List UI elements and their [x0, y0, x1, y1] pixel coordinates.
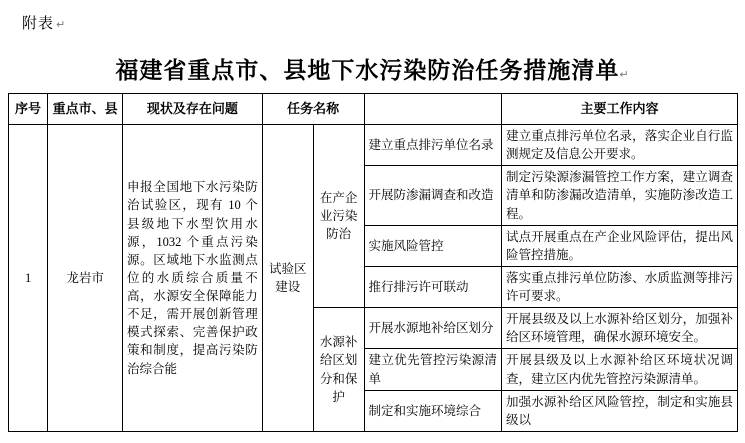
cell-task-item: 开展水源地补给区划分 [364, 308, 502, 349]
table-row [9, 125, 738, 166]
column-header-problem: 现状及存在问题 [123, 94, 263, 125]
cell-subtask-name: 水源补给区划分和保护 [313, 308, 364, 432]
attachment-label-text: 附表 [22, 15, 55, 32]
cell-main-content: 建立重点排污单位名录，落实企业自行监测规定及信息公开要求。 [502, 125, 738, 166]
cell-task-name: 试验区建设 [262, 125, 313, 432]
column-header-city: 重点市、县 [48, 94, 123, 125]
table-body [9, 125, 738, 432]
page-title [0, 52, 745, 85]
cell-main-content: 加强水源补给区风险管控，制定和实施县级以 [502, 390, 738, 431]
column-header-task-item [364, 94, 502, 125]
pilcrow-mark: ↵ [619, 69, 630, 81]
cell-problem: 申报全国地下水污染防治试验区，现有 10 个县级地下水型饮用水源，1032 个重点污染源。区域地下水监测点位的水质综合质量不高，水源安全保障能力不足，需开展创新管理模式探索、完善保护政策和制度，提高污染防治综合能 [123, 125, 263, 432]
cell-city: 龙岩市 [48, 125, 123, 432]
column-header-main-content: 主要工作内容 [502, 94, 738, 125]
cell-task-item: 建立重点排污单位名录 [364, 125, 502, 166]
cell-subtask-name: 在产企业污染防治 [313, 125, 364, 308]
pilcrow-mark: ↵ [56, 19, 67, 31]
cell-main-content: 开展县级及以上水源补给区环境状况调查，建立区内优先管控污染源清单。 [502, 349, 738, 390]
column-header-seq: 序号 [9, 94, 48, 125]
cell-task-item: 开展防渗漏调查和改造 [364, 166, 502, 225]
cell-main-content: 开展县级及以上水源补给区划分，加强补给区环境管理，确保水源环境安全。 [502, 308, 738, 349]
cell-main-content: 试点开展重点在产企业风险评估，提出风险管控措施。 [502, 225, 738, 266]
cell-task-item: 推行排污许可联动 [364, 266, 502, 307]
cell-main-content: 制定污染源渗漏管控工作方案，建立调查清单和防渗漏改造清单，实施防渗改造工程。 [502, 166, 738, 225]
task-measures-table [8, 93, 738, 432]
cell-main-content: 落实重点排污单位防渗、水质监测等排污许可要求。 [502, 266, 738, 307]
table-header [9, 94, 738, 125]
cell-task-item: 制定和实施环境综合 [364, 390, 502, 431]
attachment-label [22, 12, 66, 33]
page-title-text: 福建省重点市、县地下水污染防治任务措施清单 [115, 57, 620, 83]
table-header-row [9, 94, 738, 125]
cell-seq: 1 [9, 125, 48, 432]
cell-task-item: 实施风险管控 [364, 225, 502, 266]
column-header-task-name: 任务名称 [262, 94, 364, 125]
cell-task-item: 建立优先管控污染源清单 [364, 349, 502, 390]
